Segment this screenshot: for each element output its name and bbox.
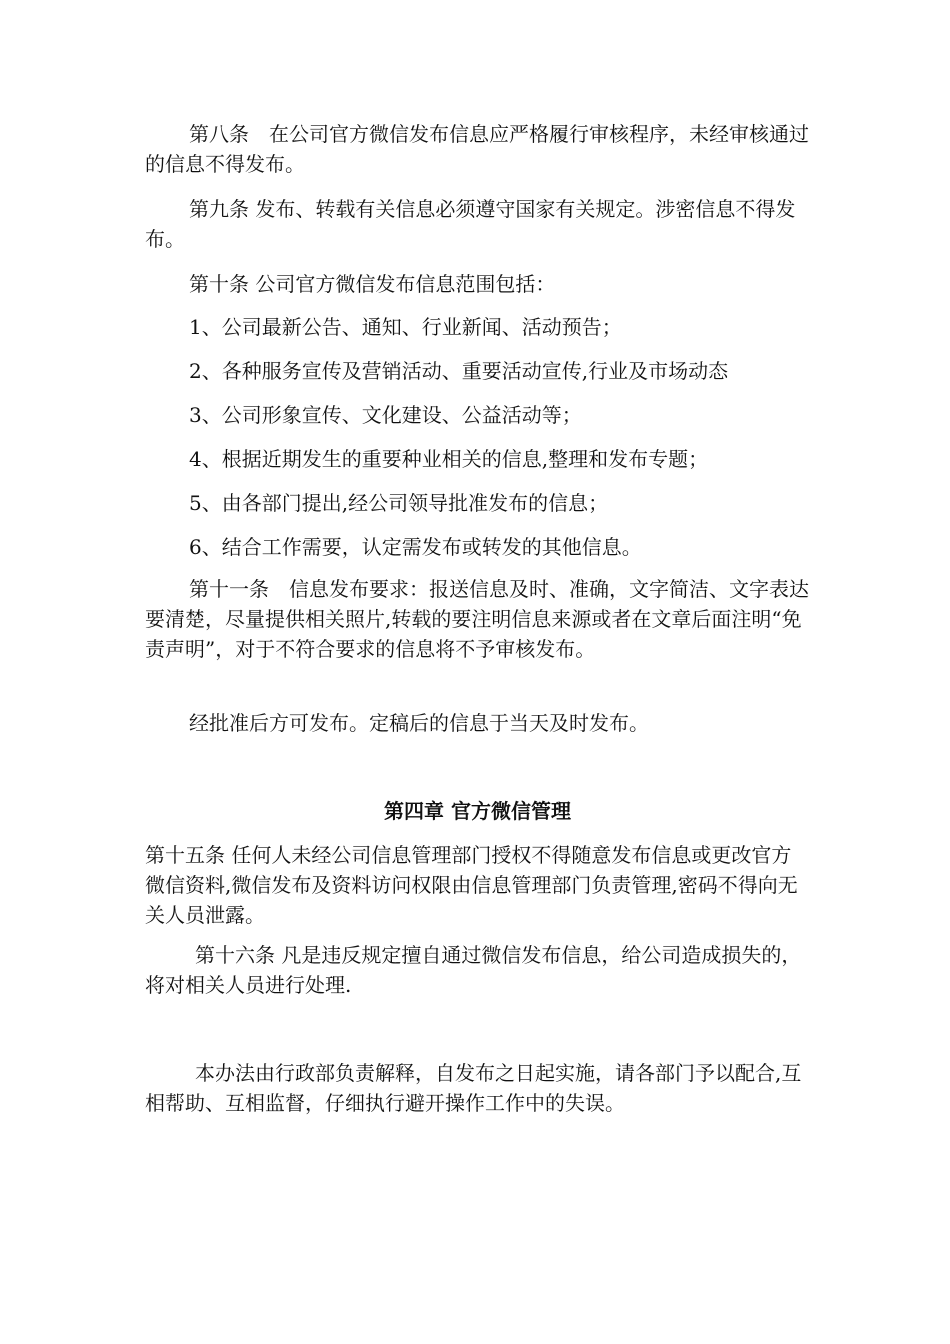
approval-paragraph: 经批准后方可发布。定稿后的信息于当天及时发布。	[189, 711, 649, 735]
chapter-heading: 第四章 官方微信管理	[384, 799, 571, 823]
article-11-paragraph: 第十一条 信息发布要求：报送信息及时、准确，文字简洁、文字表达要清楚，尽量提供相关照片,转载的要注明信息来源或者在文章后面注明“免责声明”，对于不符合要求的信息将不予审核发布。	[145, 577, 809, 661]
article-15-paragraph: 第十五条 任何人未经公司信息管理部门授权不得随意发布信息或更改官方微信资料,微信发布及资料访问权限由信息管理部门负责管理,密码不得向无关人员泄露。	[145, 843, 798, 927]
list-item-5: 5、由各部门提出,经公司领导批准发布的信息；	[189, 491, 609, 515]
article-10-paragraph: 第十条 公司官方微信发布信息范围包括：	[189, 272, 556, 296]
list-item-4: 4、根据近期发生的重要种业相关的信息,整理和发布专题；	[189, 447, 709, 471]
list-item-1: 1、公司最新公告、通知、行业新闻、活动预告；	[189, 315, 622, 339]
list-item-6: 6、结合工作需要，认定需发布或转发的其他信息。	[189, 535, 642, 559]
list-item-2: 2、各种服务宣传及营销活动、重要活动宣传,行业及市场动态	[189, 359, 729, 383]
article-16-paragraph: 第十六条 凡是违反规定擅自通过微信发布信息，给公司造成损失的，将对相关人员进行处理.	[145, 943, 802, 997]
list-item-3: 3、公司形象宣传、文化建设、公益活动等；	[189, 403, 582, 427]
article-9-paragraph: 第九条 发布、转载有关信息必须遵守国家有关规定。涉密信息不得发布。	[145, 197, 796, 251]
closing-paragraph: 本办法由行政部负责解释，自发布之日起实施，请各部门予以配合,互相帮助、互相监督，仔细执行避开操作工作中的失误。	[145, 1061, 802, 1115]
article-8-paragraph: 第八条 在公司官方微信发布信息应严格履行审核程序，未经审核通过的信息不得发布。	[145, 122, 809, 176]
